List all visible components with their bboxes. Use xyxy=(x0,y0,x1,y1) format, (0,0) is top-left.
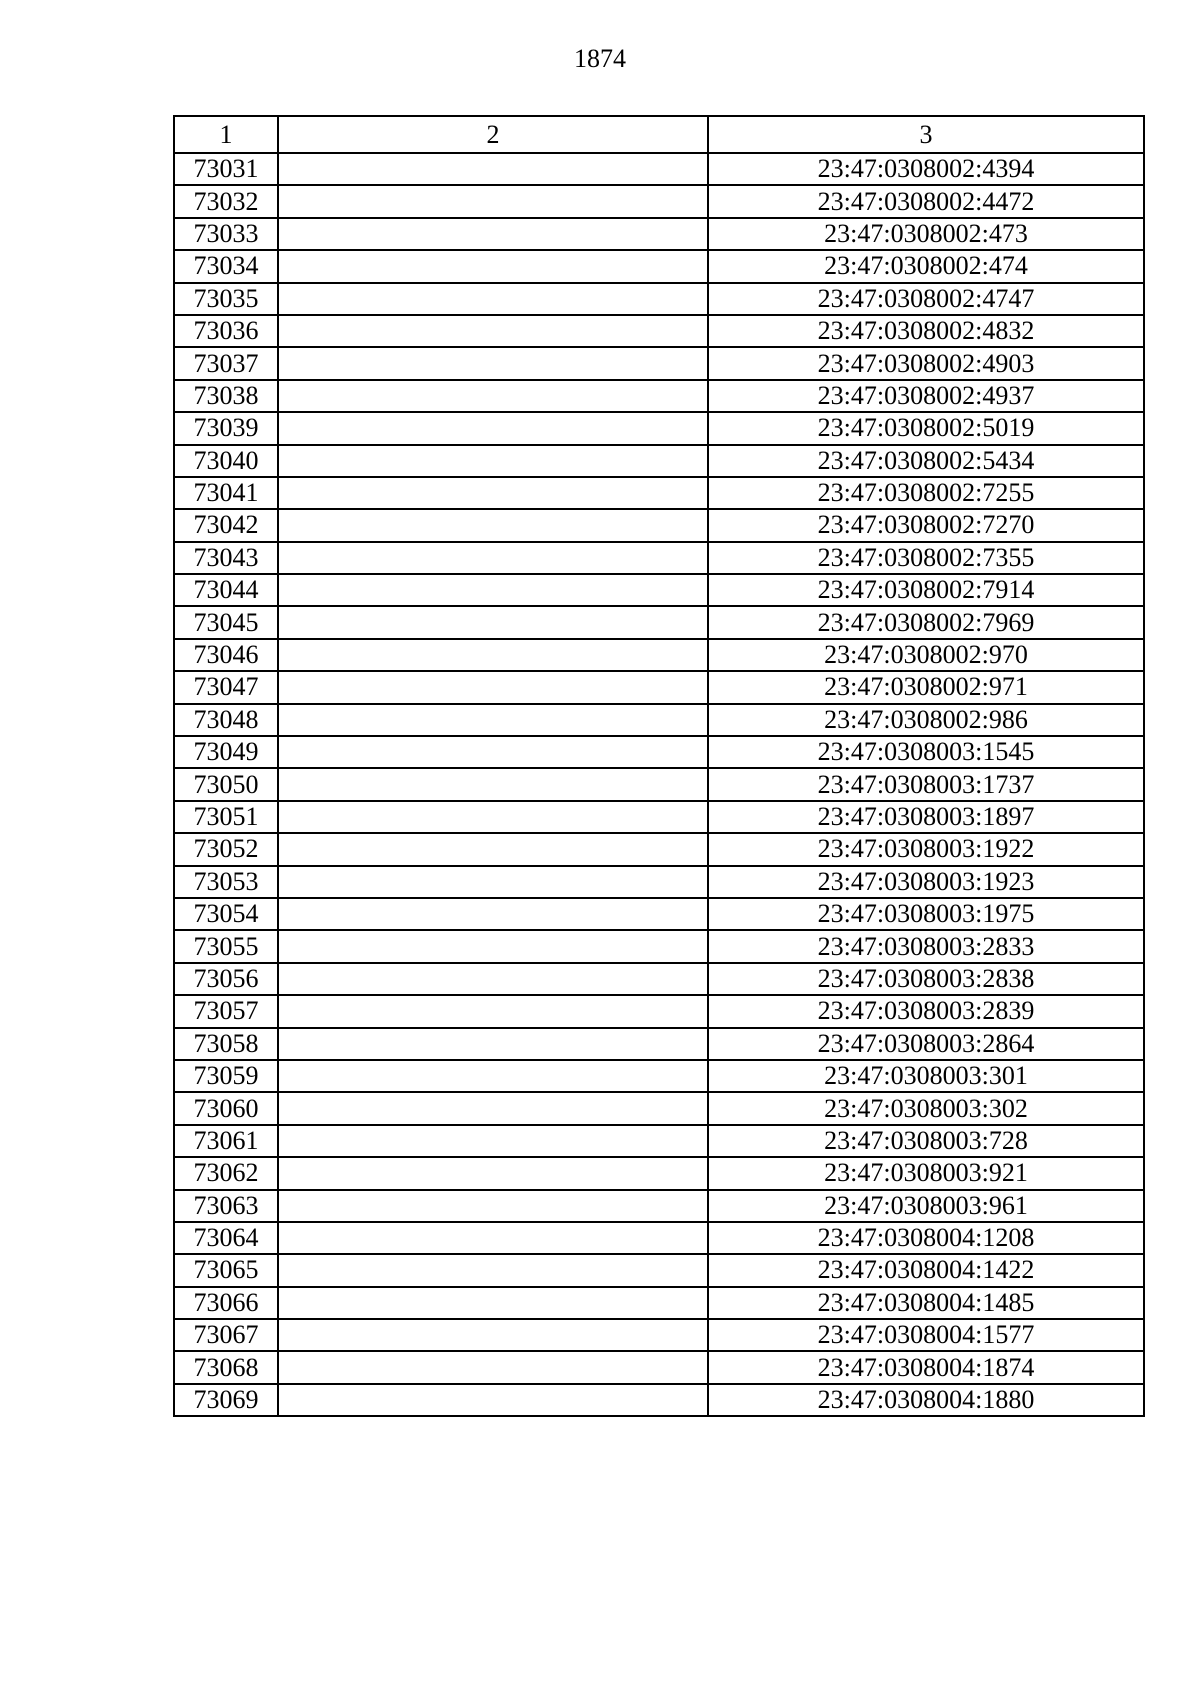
row-number-cell: 73031 xyxy=(174,153,278,185)
description-cell xyxy=(278,1287,708,1319)
table-row xyxy=(174,704,1144,736)
cadastral-number-cell: 23:47:0308004:1874 xyxy=(708,1351,1144,1383)
cadastral-number-cell: 23:47:0308002:970 xyxy=(708,639,1144,671)
table-row xyxy=(174,866,1144,898)
cadastral-number-cell: 23:47:0308002:7270 xyxy=(708,509,1144,541)
cadastral-number-cell: 23:47:0308003:2833 xyxy=(708,930,1144,962)
description-cell xyxy=(278,963,708,995)
description-cell xyxy=(278,542,708,574)
description-cell xyxy=(278,283,708,315)
cadastral-number-cell: 23:47:0308003:302 xyxy=(708,1092,1144,1124)
description-cell xyxy=(278,380,708,412)
row-number-cell: 73047 xyxy=(174,671,278,703)
cadastral-number-cell: 23:47:0308002:4747 xyxy=(708,283,1144,315)
cadastral-number-cell: 23:47:0308003:1897 xyxy=(708,801,1144,833)
cadastral-number-cell: 23:47:0308002:986 xyxy=(708,704,1144,736)
cadastral-number-cell: 23:47:0308004:1577 xyxy=(708,1319,1144,1351)
column-header-3: 3 xyxy=(708,116,1144,153)
row-number-cell: 73050 xyxy=(174,768,278,800)
cadastral-number-cell: 23:47:0308002:4937 xyxy=(708,380,1144,412)
description-cell xyxy=(278,445,708,477)
table-row xyxy=(174,1060,1144,1092)
cadastral-number-cell: 23:47:0308002:5019 xyxy=(708,412,1144,444)
row-number-cell: 73058 xyxy=(174,1028,278,1060)
cadastral-number-cell: 23:47:0308003:1737 xyxy=(708,768,1144,800)
row-number-cell: 73043 xyxy=(174,542,278,574)
table-row xyxy=(174,574,1144,606)
table-row xyxy=(174,445,1144,477)
cadastral-number-cell: 23:47:0308002:4832 xyxy=(708,315,1144,347)
table-row xyxy=(174,1351,1144,1383)
description-cell xyxy=(278,412,708,444)
table-row xyxy=(174,1319,1144,1351)
table-row xyxy=(174,283,1144,315)
column-header-2: 2 xyxy=(278,116,708,153)
cadastral-number-cell: 23:47:0308002:4903 xyxy=(708,347,1144,379)
table-row xyxy=(174,315,1144,347)
table-row xyxy=(174,1287,1144,1319)
table-row xyxy=(174,801,1144,833)
description-cell xyxy=(278,153,708,185)
description-cell xyxy=(278,1190,708,1222)
registry-table xyxy=(173,115,1145,1417)
row-number-cell: 73060 xyxy=(174,1092,278,1124)
row-number-cell: 73041 xyxy=(174,477,278,509)
row-number-cell: 73069 xyxy=(174,1384,278,1416)
description-cell xyxy=(278,347,708,379)
description-cell xyxy=(278,930,708,962)
table-row xyxy=(174,185,1144,217)
row-number-cell: 73063 xyxy=(174,1190,278,1222)
table-row xyxy=(174,671,1144,703)
table-row xyxy=(174,250,1144,282)
row-number-cell: 73039 xyxy=(174,412,278,444)
row-number-cell: 73068 xyxy=(174,1351,278,1383)
table-row xyxy=(174,477,1144,509)
description-cell xyxy=(278,1028,708,1060)
table-row xyxy=(174,1222,1144,1254)
cadastral-number-cell: 23:47:0308002:7969 xyxy=(708,606,1144,638)
description-cell xyxy=(278,1125,708,1157)
table-row xyxy=(174,218,1144,250)
table-row xyxy=(174,153,1144,185)
row-number-cell: 73065 xyxy=(174,1254,278,1286)
description-cell xyxy=(278,639,708,671)
row-number-cell: 73034 xyxy=(174,250,278,282)
column-header-1: 1 xyxy=(174,116,278,153)
row-number-cell: 73049 xyxy=(174,736,278,768)
cadastral-number-cell: 23:47:0308002:5434 xyxy=(708,445,1144,477)
table-row xyxy=(174,347,1144,379)
description-cell xyxy=(278,1254,708,1286)
description-cell xyxy=(278,833,708,865)
cadastral-number-cell: 23:47:0308003:961 xyxy=(708,1190,1144,1222)
description-cell xyxy=(278,1060,708,1092)
table-row xyxy=(174,380,1144,412)
row-number-cell: 73061 xyxy=(174,1125,278,1157)
description-cell xyxy=(278,185,708,217)
table-header xyxy=(174,116,1144,153)
cadastral-number-cell: 23:47:0308003:2864 xyxy=(708,1028,1144,1060)
row-number-cell: 73048 xyxy=(174,704,278,736)
cadastral-number-cell: 23:47:0308003:2838 xyxy=(708,963,1144,995)
row-number-cell: 73056 xyxy=(174,963,278,995)
row-number-cell: 73040 xyxy=(174,445,278,477)
row-number-cell: 73059 xyxy=(174,1060,278,1092)
row-number-cell: 73062 xyxy=(174,1157,278,1189)
table-row xyxy=(174,736,1144,768)
row-number-cell: 73044 xyxy=(174,574,278,606)
cadastral-number-cell: 23:47:0308003:1923 xyxy=(708,866,1144,898)
cadastral-number-cell: 23:47:0308003:2839 xyxy=(708,995,1144,1027)
description-cell xyxy=(278,1384,708,1416)
page-number: 1874 xyxy=(574,44,626,73)
cadastral-number-cell: 23:47:0308003:921 xyxy=(708,1157,1144,1189)
row-number-cell: 73053 xyxy=(174,866,278,898)
cadastral-number-cell: 23:47:0308004:1422 xyxy=(708,1254,1144,1286)
cadastral-number-cell: 23:47:0308002:7355 xyxy=(708,542,1144,574)
table-row xyxy=(174,768,1144,800)
table-row xyxy=(174,1125,1144,1157)
cadastral-number-cell: 23:47:0308004:1485 xyxy=(708,1287,1144,1319)
table-row xyxy=(174,1028,1144,1060)
cadastral-number-cell: 23:47:0308002:473 xyxy=(708,218,1144,250)
table-row xyxy=(174,542,1144,574)
table-row xyxy=(174,412,1144,444)
description-cell xyxy=(278,1351,708,1383)
description-cell xyxy=(278,768,708,800)
description-cell xyxy=(278,606,708,638)
description-cell xyxy=(278,1222,708,1254)
cadastral-number-cell: 23:47:0308002:4472 xyxy=(708,185,1144,217)
description-cell xyxy=(278,866,708,898)
cadastral-number-cell: 23:47:0308002:474 xyxy=(708,250,1144,282)
row-number-cell: 73054 xyxy=(174,898,278,930)
cadastral-number-cell: 23:47:0308002:7255 xyxy=(708,477,1144,509)
description-cell xyxy=(278,315,708,347)
cadastral-number-cell: 23:47:0308003:728 xyxy=(708,1125,1144,1157)
row-number-cell: 73042 xyxy=(174,509,278,541)
header-row xyxy=(174,116,1144,153)
description-cell xyxy=(278,736,708,768)
table-row xyxy=(174,930,1144,962)
table-row xyxy=(174,1092,1144,1124)
row-number-cell: 73064 xyxy=(174,1222,278,1254)
description-cell xyxy=(278,898,708,930)
cadastral-number-cell: 23:47:0308003:1922 xyxy=(708,833,1144,865)
description-cell xyxy=(278,250,708,282)
row-number-cell: 73032 xyxy=(174,185,278,217)
description-cell xyxy=(278,574,708,606)
row-number-cell: 73045 xyxy=(174,606,278,638)
cadastral-number-cell: 23:47:0308004:1208 xyxy=(708,1222,1144,1254)
table-row xyxy=(174,833,1144,865)
cadastral-number-cell: 23:47:0308002:971 xyxy=(708,671,1144,703)
description-cell xyxy=(278,509,708,541)
table-body xyxy=(174,153,1144,1416)
row-number-cell: 73051 xyxy=(174,801,278,833)
description-cell xyxy=(278,477,708,509)
cadastral-number-cell: 23:47:0308003:1975 xyxy=(708,898,1144,930)
cadastral-number-cell: 23:47:0308003:301 xyxy=(708,1060,1144,1092)
description-cell xyxy=(278,218,708,250)
row-number-cell: 73055 xyxy=(174,930,278,962)
description-cell xyxy=(278,1319,708,1351)
cadastral-number-cell: 23:47:0308003:1545 xyxy=(708,736,1144,768)
description-cell xyxy=(278,1092,708,1124)
table-row xyxy=(174,898,1144,930)
description-cell xyxy=(278,1157,708,1189)
row-number-cell: 73033 xyxy=(174,218,278,250)
table-row xyxy=(174,963,1144,995)
row-number-cell: 73046 xyxy=(174,639,278,671)
row-number-cell: 73066 xyxy=(174,1287,278,1319)
table-row xyxy=(174,1384,1144,1416)
row-number-cell: 73057 xyxy=(174,995,278,1027)
cadastral-number-cell: 23:47:0308002:4394 xyxy=(708,153,1144,185)
description-cell xyxy=(278,801,708,833)
table-row xyxy=(174,995,1144,1027)
row-number-cell: 73035 xyxy=(174,283,278,315)
description-cell xyxy=(278,671,708,703)
row-number-cell: 73036 xyxy=(174,315,278,347)
table-row xyxy=(174,1157,1144,1189)
table-row xyxy=(174,1190,1144,1222)
cadastral-number-cell: 23:47:0308004:1880 xyxy=(708,1384,1144,1416)
row-number-cell: 73067 xyxy=(174,1319,278,1351)
row-number-cell: 73038 xyxy=(174,380,278,412)
description-cell xyxy=(278,704,708,736)
table-row xyxy=(174,606,1144,638)
row-number-cell: 73037 xyxy=(174,347,278,379)
description-cell xyxy=(278,995,708,1027)
row-number-cell: 73052 xyxy=(174,833,278,865)
cadastral-number-cell: 23:47:0308002:7914 xyxy=(708,574,1144,606)
table-row xyxy=(174,509,1144,541)
table-row xyxy=(174,1254,1144,1286)
table-row xyxy=(174,639,1144,671)
